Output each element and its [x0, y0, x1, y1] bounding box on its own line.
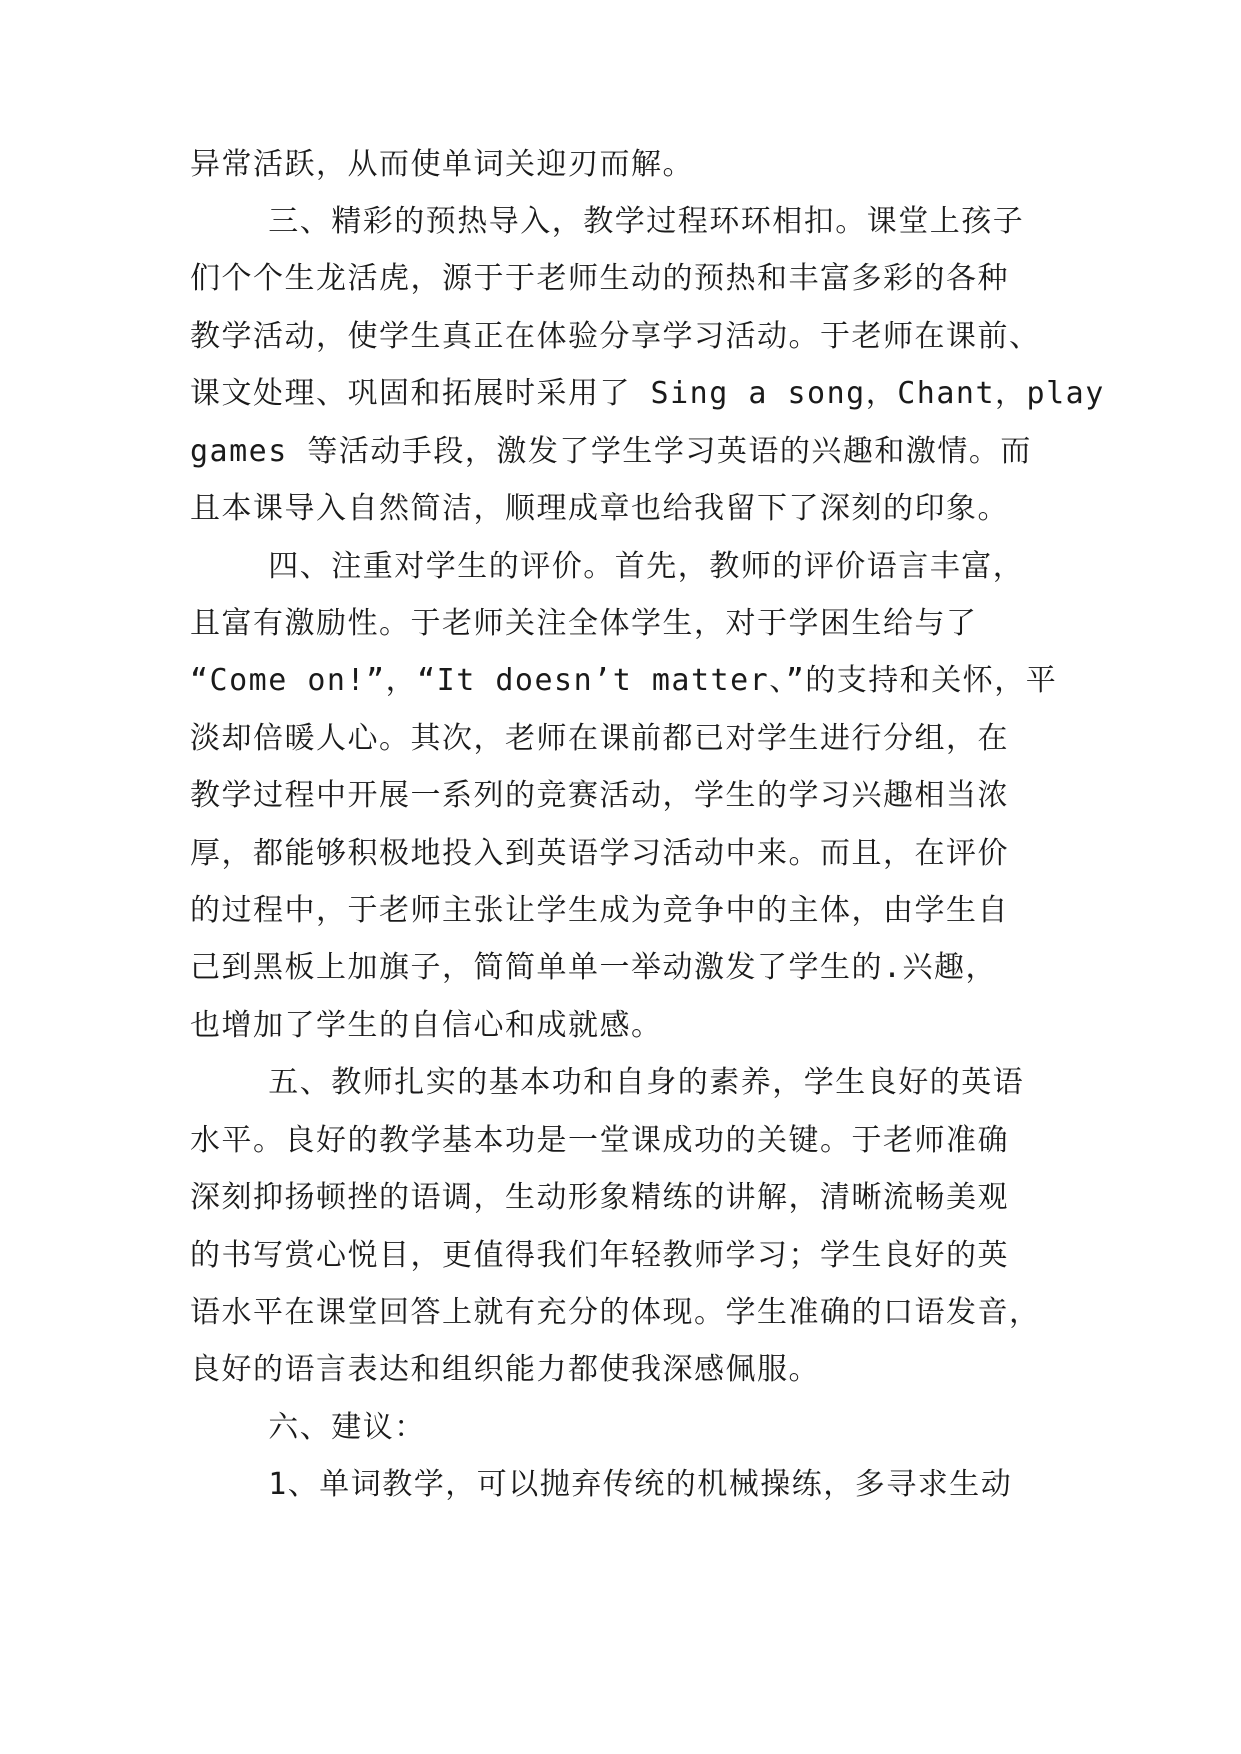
- text-line: 语水平在课堂回答上就有充分的体现。学生准确的口语发音，: [190, 1295, 1041, 1330]
- text-line: 异常活跃，从而使单词关迎刃而解。: [190, 147, 694, 182]
- text-line: 五、教师扎实的基本功和自身的素养，学生良好的英语: [190, 1065, 1025, 1100]
- text-line: 深刻抑扬顿挫的语调，生动形象精练的讲解，清晰流畅美观: [190, 1180, 1009, 1215]
- text-line: 课文处理、巩固和拓展时采用了 Sing a song，Chant，play: [190, 376, 1105, 411]
- text-line: games 等活动手段，激发了学生学习英语的兴趣和激情。而: [190, 434, 1032, 469]
- text-line: 厚，都能够积极地投入到英语学习活动中来。而且，在评价: [190, 836, 1009, 871]
- text-line: 水平。良好的教学基本功是一堂课成功的关键。于老师准确: [190, 1123, 1009, 1158]
- text-line: 四、注重对学生的评价。首先，教师的评价语言丰富，: [190, 549, 1025, 584]
- text-line: 己到黑板上加旗子，简简单单一举动激发了学生的.兴趣，: [190, 950, 998, 985]
- text-line: 教学活动，使学生真正在体验分享学习活动。于老师在课前、: [190, 319, 1041, 354]
- text-line: 也增加了学生的自信心和成就感。: [190, 1008, 663, 1043]
- text-line: 淡却倍暖人心。其次，老师在课前都已对学生进行分组，在: [190, 721, 1009, 756]
- text-line: 且本课导入自然简洁，顺理成章也给我留下了深刻的印象。: [190, 491, 1009, 526]
- text-line: 教学过程中开展一系列的竞赛活动，学生的学习兴趣相当浓: [190, 778, 1009, 813]
- text-line: 1、单词教学，可以抛弃传统的机械操练，多寻求生动: [190, 1467, 1013, 1502]
- text-line: 良好的语言表达和组织能力都使我深感佩服。: [190, 1352, 820, 1387]
- text-line: 们个个生龙活虎，源于于老师生动的预热和丰富多彩的各种: [190, 261, 1009, 296]
- text-line: 三、精彩的预热导入，教学过程环环相扣。课堂上孩子: [190, 204, 1025, 239]
- text-line: 且富有激励性。于老师关注全体学生，对于学困生给与了: [190, 606, 978, 641]
- text-line: 的过程中，于老师主张让学生成为竞争中的主体，由学生自: [190, 893, 1009, 928]
- text-line: 六、建议：: [190, 1410, 426, 1445]
- text-line: “Come on!”，“It doesn’t matter、”的支持和关怀，平: [190, 663, 1058, 698]
- text-line: 的书写赏心悦目，更值得我们年轻教师学习；学生良好的英: [190, 1238, 1009, 1273]
